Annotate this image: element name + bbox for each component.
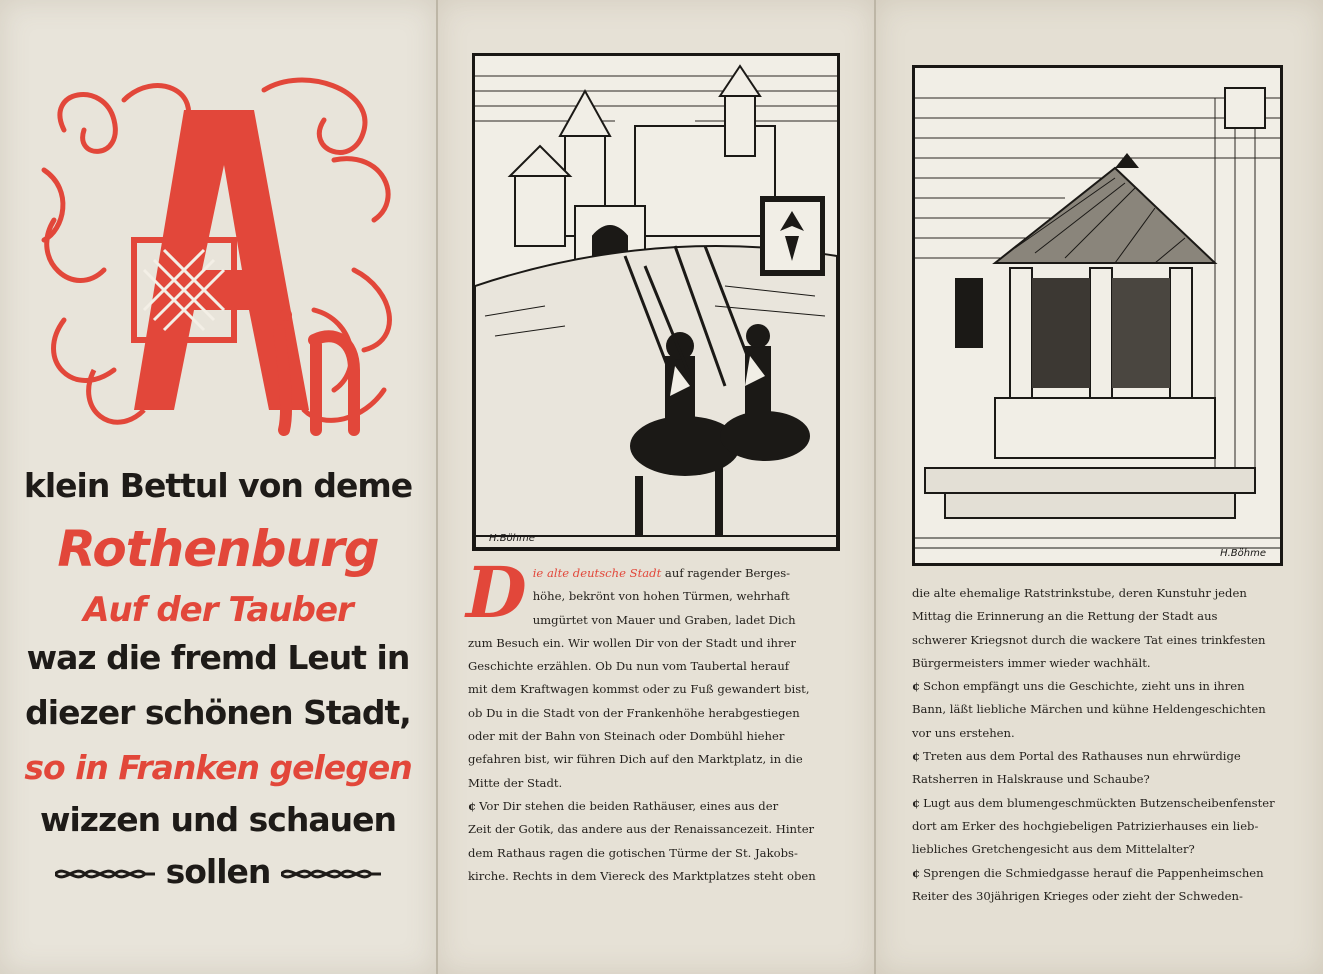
woodcut-fountain-courtyard bbox=[912, 65, 1283, 566]
text-line: Mitte der Stadt. bbox=[468, 775, 563, 790]
text-line: liebliches Gretchengesicht aus dem Mittelalter? bbox=[912, 842, 1195, 857]
dropcap-letter: D bbox=[466, 551, 527, 634]
artist-signature: H.Böhme bbox=[489, 533, 535, 544]
text-line: schwerer Kriegsnot durch die wackere Tat eines trinkfesten bbox=[912, 632, 1266, 647]
cover-panel bbox=[0, 0, 436, 974]
text-line: Mittag die Erinnerung an die Rettung der Stadt aus bbox=[912, 609, 1218, 624]
text-line: Reiter des 30jährigen Krieges oder zieht der Schweden- bbox=[912, 888, 1243, 903]
paragraph-mark-icon: ¢ bbox=[912, 749, 921, 764]
paragraph-mark-icon: ¢ bbox=[912, 795, 921, 810]
cover-line-8 bbox=[0, 852, 436, 891]
text-line: ¢ Schon empfängt uns die Geschichte, zieht uns in ihren bbox=[912, 679, 1245, 694]
text-line: oder mit der Bahn von Steinach oder Dombühl hieher bbox=[468, 729, 785, 744]
text-line: Zeit der Gotik, das andere aus der Renaissancezeit. Hinter bbox=[468, 822, 815, 837]
text-line: umgürtet von Mauer und Graben, ladet Dich bbox=[532, 612, 796, 627]
cover-line-4: waz die fremd Leut in bbox=[26, 638, 410, 677]
paragraph-mark-icon: ¢ bbox=[912, 679, 921, 694]
flourish-ornament-icon bbox=[34, 70, 414, 450]
artist-signature: H.Böhme bbox=[1220, 548, 1266, 559]
cover-line-rothenburg: Rothenburg bbox=[57, 520, 379, 578]
text-line: kirche. Rechts in dem Viereck des Marktplatzes steht oben bbox=[468, 868, 816, 883]
illuminated-initial bbox=[34, 70, 414, 450]
text-line: Geschichte erzählen. Ob Du nun vom Taubertal herauf bbox=[468, 659, 790, 674]
right-panel bbox=[876, 0, 1323, 974]
text-line: dem Rathaus ragen die gotischen Türme der St. Jakobs- bbox=[468, 845, 798, 860]
text-line: Bann, läßt liebliche Märchen und kühne Heldengeschichten bbox=[912, 702, 1266, 717]
text-line: die alte ehemalige Ratstrinkstube, deren Kunstuhr jeden bbox=[912, 586, 1247, 600]
text-line: ¢ Lugt aus dem blumengeschmückten Butzenscheibenfenster bbox=[912, 795, 1275, 810]
cover-line-6: so in Franken gelegen bbox=[24, 748, 412, 787]
text-line: ¢ Treten aus dem Portal des Rathauses nun ehrwürdige bbox=[912, 749, 1241, 764]
woodcut-knights-city-gate bbox=[472, 53, 840, 551]
text-line: dort am Erker des hochgiebeligen Patrizierhauses ein lieb- bbox=[912, 818, 1259, 833]
text-line: ¢ Sprengen die Schmiedgasse herauf die Pappenheimschen bbox=[912, 865, 1264, 880]
knot-ornament-icon bbox=[281, 864, 381, 884]
cover-line-5: diezer schönen Stadt, bbox=[25, 693, 411, 732]
fountain-illustration-icon bbox=[915, 68, 1280, 563]
knights-illustration-icon bbox=[475, 56, 837, 548]
cover-line-7: wizzen und schauen bbox=[39, 800, 396, 839]
text-line: mit dem Kraftwagen kommst oder zu Fuß gewandert bist, bbox=[468, 682, 810, 697]
continuation-text bbox=[912, 582, 1292, 908]
text-line: zum Besuch ein. Wir wollen Dir von der Stadt und ihrer bbox=[468, 635, 796, 650]
text-line: ¢ Vor Dir stehen die beiden Rathäuser, eines aus der bbox=[468, 798, 779, 813]
paragraph-mark-icon: ¢ bbox=[912, 865, 921, 880]
text-line: höhe, bekrönt von hohen Türmen, wehrhaft bbox=[532, 589, 790, 604]
intro-text bbox=[466, 551, 840, 888]
text-line: Bürgermeisters immer wieder wachhält. bbox=[912, 655, 1151, 670]
middle-panel bbox=[438, 0, 874, 974]
text-line: Ratsherren in Halskrause und Schaube? bbox=[912, 772, 1150, 787]
text-line: vor uns erstehen. bbox=[912, 725, 1015, 740]
cover-line-tauber: Auf der Tauber bbox=[83, 590, 353, 630]
text-line: gefahren bist, wir führen Dich auf den Marktplatz, in die bbox=[468, 752, 803, 767]
cover-line-1: klein Bettul von deme bbox=[23, 466, 413, 505]
knot-ornament-icon bbox=[55, 864, 155, 884]
cover-word-sollen: sollen bbox=[165, 852, 271, 891]
text-line: ob Du in die Stadt von der Frankenhöhe herabgestiegen bbox=[468, 705, 800, 720]
paragraph-mark-icon: ¢ bbox=[468, 798, 477, 813]
text-line: ie alte deutsche Stadt auf ragender Berges- bbox=[532, 566, 791, 580]
